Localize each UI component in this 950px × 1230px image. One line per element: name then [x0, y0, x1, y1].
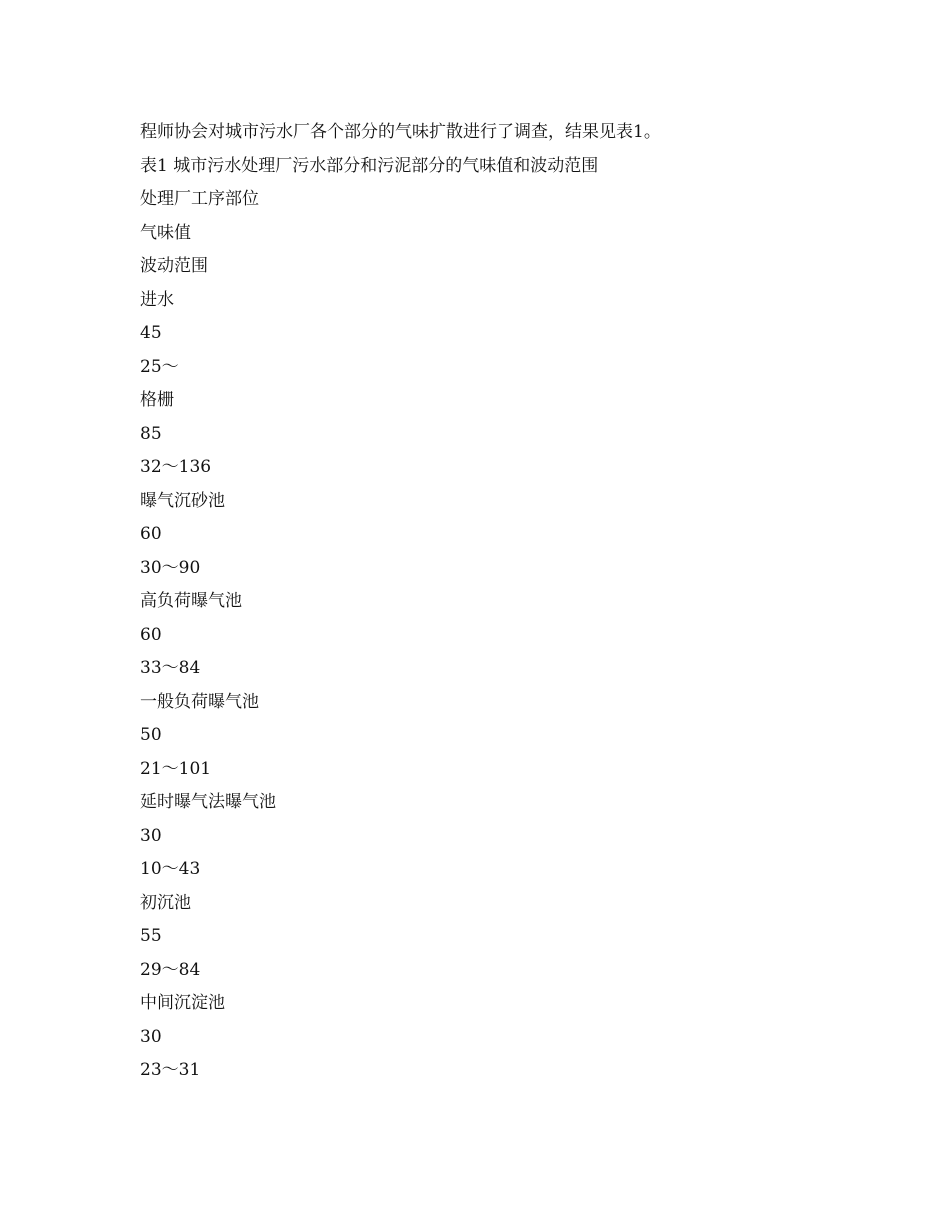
- intro-paragraph: 程师协会对城市污水厂各个部分的气味扩散进行了调查，结果见表1。: [140, 122, 661, 142]
- table-cell-odor: 85: [140, 423, 162, 444]
- table-cell-stage: 高负荷曝气池: [140, 591, 242, 611]
- table-cell-odor: 30: [140, 825, 162, 846]
- table-cell-stage: 曝气沉砂池: [140, 490, 225, 511]
- table-cell-range: 29～84: [140, 959, 201, 980]
- table-cell-range: 10～43: [140, 859, 201, 879]
- table-cell-stage: 进水: [140, 289, 174, 310]
- table-cell-stage: 初沉池: [140, 892, 191, 913]
- table-cell-odor: 60: [140, 624, 162, 645]
- table-cell-odor: 50: [140, 725, 162, 745]
- table-cell-odor: 60: [140, 524, 162, 544]
- table-cell-range: 30～90: [140, 557, 201, 578]
- table-header-range: 波动范围: [140, 256, 208, 276]
- table-cell-range: 23～31: [140, 1060, 201, 1080]
- table-cell-odor: 45: [140, 323, 162, 343]
- table-cell-odor: 30: [140, 1026, 162, 1047]
- table-cell-stage: 中间沉淀池: [140, 993, 225, 1013]
- table-header-stage: 处理厂工序部位: [140, 189, 259, 209]
- table-cell-stage: 格栅: [140, 390, 174, 410]
- table-cell-stage: 延时曝气法曝气池: [140, 792, 276, 812]
- table-rows: [140, 284, 840, 1088]
- table-header-odor: 气味值: [140, 222, 191, 243]
- table-cell-range: 33～84: [140, 658, 201, 678]
- table-caption: 表1 城市污水处理厂污水部分和污泥部分的气味值和波动范围: [140, 155, 599, 176]
- table-cell-range: 25～: [140, 356, 179, 377]
- table-cell-odor: 55: [140, 926, 162, 946]
- table-cell-range: 21～101: [140, 758, 212, 779]
- table-cell-stage: 一般负荷曝气池: [140, 691, 259, 712]
- document-body: [140, 116, 840, 1088]
- table-cell-range: 32～136: [140, 457, 212, 477]
